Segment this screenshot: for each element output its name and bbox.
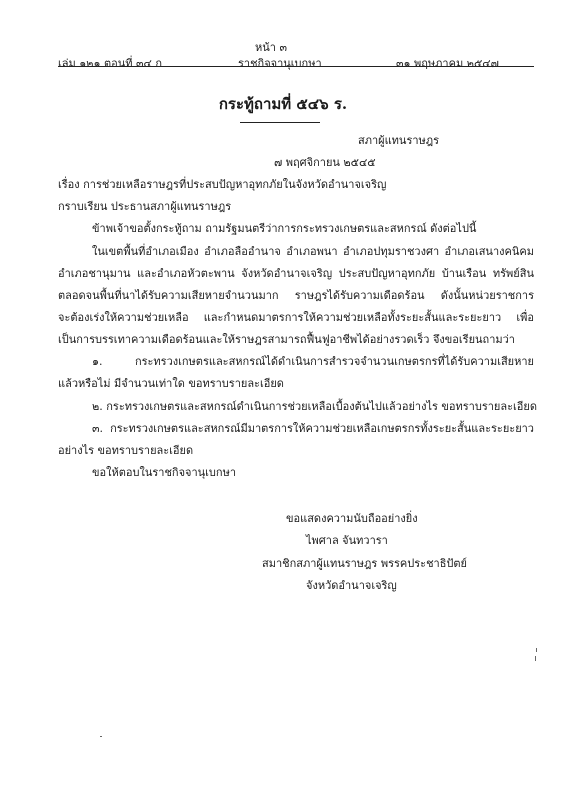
publication-date: ๓๑ พฤษภาคม ๒๕๔๗ bbox=[396, 57, 499, 70]
question-2: ๒. กระทรวงเกษตรและสหกรณ์ดำเนินการช่วยเหลือเบื้องต้นไปแล้วอย่างไร ขอทราบรายละเอียด bbox=[92, 400, 537, 413]
question-3-line-2: อย่างไร ขอทราบรายละเอียด bbox=[58, 444, 194, 457]
body-line: เป็นการบรรเทาความเดือดร้อนและให้ราษฎรสามารถฟื้นฟูอาชีพได้อย่างรวดเร็ว จึงขอเรียนถามว่า bbox=[58, 333, 515, 346]
question-1-line-1: ๑. กระทรวงเกษตรและสหกรณ์ได้ดำเนินการสำรวจจำนวนเกษตรกรที่ได้รับความเสียหาย bbox=[92, 355, 534, 368]
title-rule bbox=[240, 122, 320, 123]
header-rule bbox=[58, 66, 534, 67]
volume-number: เล่ม ๑๒๑ ตอนที่ ๓๔ ก bbox=[58, 57, 162, 70]
sender-date: ๗ พฤศจิกายน ๒๕๔๕ bbox=[274, 156, 376, 169]
closing-salutation: ขอแสดงความนับถืออย่างยิ่ง bbox=[286, 512, 418, 525]
scan-mark bbox=[100, 736, 102, 737]
scan-mark bbox=[535, 656, 536, 661]
body-line: อำเภอชานุมาน และอำเภอหัวตะพาน จังหวัดอำนาจเจริญ ประสบปัญหาอุทกภัย บ้านเรือน ทรัพย์สิน bbox=[58, 267, 534, 280]
signer-name: ไพศาล จันทวารา bbox=[306, 534, 388, 547]
body-line: จะต้องเร่งให้ความช่วยเหลือ และกำหนดมาตรการให้ความช่วยเหลือทั้งระยะสั้นและระยะยาว เพื่อ bbox=[58, 311, 534, 324]
question-3-line-1: ๓. กระทรวงเกษตรและสหกรณ์มีมาตรการให้ความช่วยเหลือเกษตรกรทั้งระยะสั้นและระยะยาว bbox=[92, 422, 534, 435]
scan-mark bbox=[536, 648, 537, 652]
document-title: กระทู้ถามที่ ๕๔๖ ร. bbox=[218, 95, 348, 113]
salutation: กราบเรียน ประธานสภาผู้แทนราษฎร bbox=[58, 200, 232, 213]
page-number: หน้า ๓ bbox=[255, 41, 287, 54]
question-1-line-2: แล้วหรือไม่ มีจำนวนเท่าใด ขอทราบรายละเอียด bbox=[58, 377, 284, 390]
sender-org: สภาผู้แทนราษฎร bbox=[358, 134, 440, 147]
subject-line: เรื่อง การช่วยเหลือราษฎรที่ประสบปัญหาอุทกภัยในจังหวัดอำนาจเจริญ bbox=[58, 178, 387, 191]
body-line: ในเขตพื้นที่อำเภอเมือง อำเภอลืออำนาจ อำเภอพนา อำเภอปทุมราชวงศา อำเภอเสนางคนิคม bbox=[92, 245, 534, 258]
signer-position: สมาชิกสภาผู้แทนราษฎร พรรคประชาธิปัตย์ bbox=[262, 557, 467, 570]
publication-name: ราชกิจจานุเบกษา bbox=[238, 57, 322, 70]
body-line: ตลอดจนพื้นที่นาได้รับความเสียหายจำนวนมาก ราษฎรได้รับความเดือดร้อน ดังนั้นหน่วยราชการ bbox=[58, 289, 534, 302]
intro-paragraph: ข้าพเจ้าขอตั้งกระทู้ถาม ถามรัฐมนตรีว่าการกระทรวงเกษตรและสหกรณ์ ดังต่อไปนี้ bbox=[92, 222, 477, 235]
signer-province: จังหวัดอำนาจเจริญ bbox=[306, 579, 397, 592]
closing-request: ขอให้ตอบในราชกิจจานุเบกษา bbox=[92, 466, 236, 479]
